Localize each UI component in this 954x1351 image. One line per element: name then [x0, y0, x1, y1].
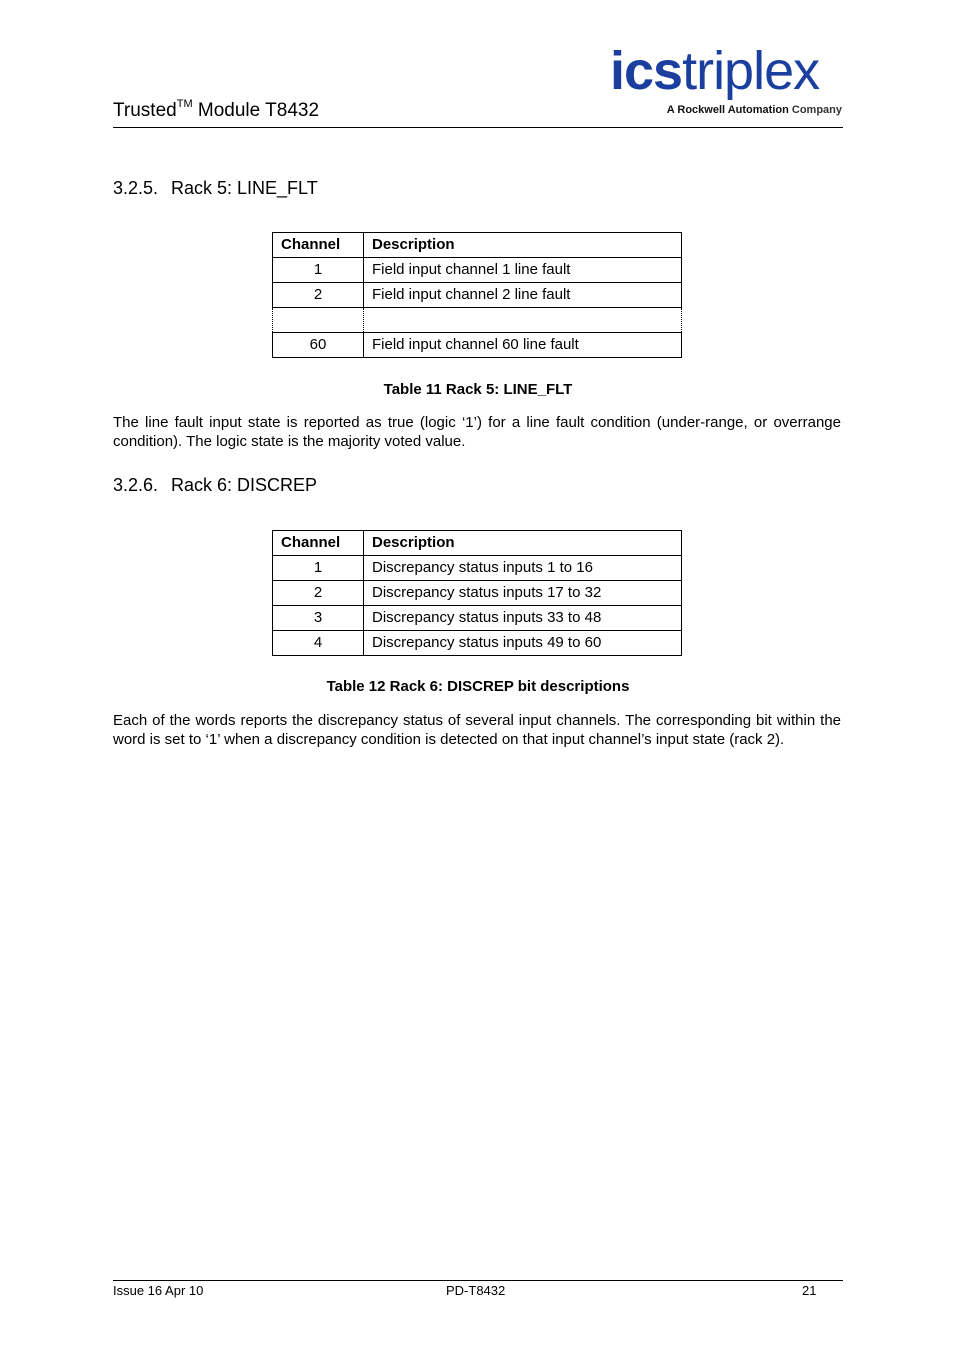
table-caption: Table 12 Rack 6: DISCREP bit descriptions — [326, 678, 630, 695]
logo-company-text: Company — [791, 104, 842, 116]
description-cell: Field input channel 1 line fault — [364, 258, 682, 283]
channel-cell: 2 — [273, 283, 364, 308]
description-cell: Field input channel 2 line fault — [364, 283, 682, 308]
document-title — [113, 100, 319, 122]
discrep-table — [272, 530, 682, 656]
channel-cell — [273, 308, 364, 333]
logo-wordmark — [610, 41, 820, 101]
column-header-description: Description — [364, 233, 682, 258]
logo-tagline — [667, 104, 842, 116]
description-cell: Discrepancy status inputs 1 to 16 — [364, 556, 682, 581]
table-row-ellipsis — [273, 308, 682, 333]
body-paragraph: Each of the words reports the discrepancy status of several input channels. The corresponding bit within the word is set to ‘1’ when a discrepancy condition is detected on that input channel’s input state (rack 2). — [113, 712, 841, 748]
section-heading-discrep — [113, 475, 317, 496]
channel-cell: 60 — [273, 333, 364, 358]
table-row — [273, 333, 682, 358]
column-header-channel: Channel — [273, 531, 364, 556]
footer-divider — [113, 1280, 843, 1281]
table-row — [273, 283, 682, 308]
channel-cell: 1 — [273, 258, 364, 283]
description-cell — [364, 308, 682, 333]
table-row — [273, 631, 682, 656]
section-number: 3.2.6. — [113, 475, 159, 495]
channel-cell: 3 — [273, 606, 364, 631]
table-caption: Table 11 Rack 5: LINE_FLT — [383, 381, 573, 398]
table-row — [273, 606, 682, 631]
header-divider — [113, 127, 843, 128]
description-cell: Discrepancy status inputs 33 to 48 — [364, 606, 682, 631]
footer-page-number: 21 — [802, 1283, 817, 1298]
table-row — [273, 556, 682, 581]
table-row — [273, 258, 682, 283]
title-main: Trusted — [113, 100, 177, 121]
logo-triplex: triplex — [682, 41, 820, 101]
description-cell: Discrepancy status inputs 17 to 32 — [364, 581, 682, 606]
table-row — [273, 581, 682, 606]
footer-issue: Issue 16 Apr 10 — [113, 1283, 204, 1298]
channel-cell: 4 — [273, 631, 364, 656]
column-header-description: Description — [364, 531, 682, 556]
company-logo — [610, 41, 844, 120]
section-title: Rack 5: LINE_FLT — [171, 178, 318, 198]
body-paragraph: The line fault input state is reported as true (logic ‘1’) for a line fault condition (under-range, or overrange condition). The logic state is the majority voted value. — [113, 414, 841, 450]
channel-cell: 1 — [273, 556, 364, 581]
section-heading-line-flt — [113, 178, 318, 199]
channel-cell: 2 — [273, 581, 364, 606]
logo-ics: ics — [610, 41, 683, 101]
description-cell: Discrepancy status inputs 49 to 60 — [364, 631, 682, 656]
section-title: Rack 6: DISCREP — [171, 475, 318, 495]
line-flt-table — [272, 232, 682, 358]
footer-doc-id: PD-T8432 — [446, 1283, 506, 1298]
title-rest: Module T8432 — [192, 100, 320, 121]
description-cell: Field input channel 60 line fault — [364, 333, 682, 358]
table-header-row — [273, 233, 682, 258]
table-header-row — [273, 531, 682, 556]
trademark-sup: TM — [176, 98, 193, 110]
logo-tagline-text: A Rockwell Automation — [666, 104, 789, 116]
column-header-channel: Channel — [273, 233, 364, 258]
section-number: 3.2.5. — [113, 178, 159, 198]
